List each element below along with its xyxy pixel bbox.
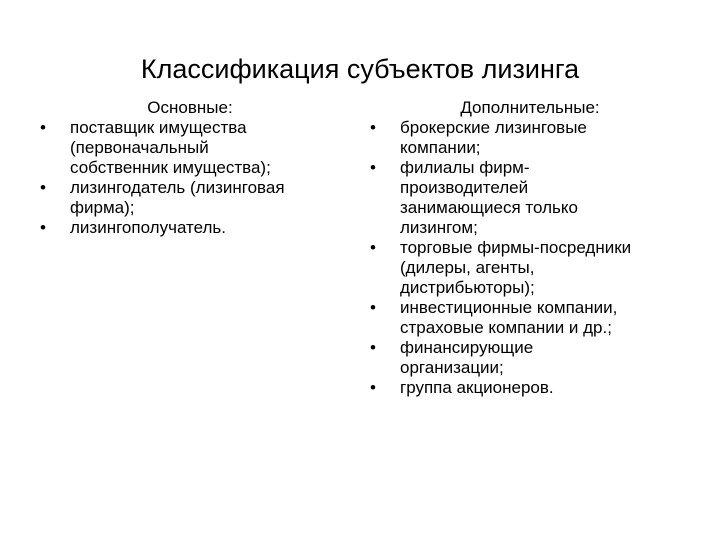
list-item-line: дистрибьюторы); xyxy=(400,278,535,297)
list-item xyxy=(40,218,340,238)
slide-title: Классификация субъектов лизинга xyxy=(140,54,580,84)
bullet-icon: • xyxy=(370,238,376,257)
heading-word: Основные xyxy=(147,98,228,117)
list-item-line: занимающиеся только xyxy=(400,198,578,217)
list-item-line: поставщик имущества xyxy=(70,118,247,137)
list-item-line: брокерские лизинговые xyxy=(400,118,587,137)
list-item-line: страховые компании и др.; xyxy=(400,318,612,337)
bullet-icon: • xyxy=(40,118,46,137)
list-item-line: собственник имущества); xyxy=(70,158,271,177)
bullet-icon: • xyxy=(370,338,376,357)
list-item xyxy=(370,118,690,158)
heading-word: Дополнительные xyxy=(460,98,595,117)
column-additional xyxy=(370,98,690,398)
list-item xyxy=(40,118,340,178)
list-item xyxy=(370,298,690,338)
list-item-line: лизингополучатель. xyxy=(70,218,227,237)
bullet-icon: • xyxy=(370,118,376,137)
heading-suffix: : xyxy=(594,98,600,117)
list-item-line: филиалы фирм- xyxy=(400,158,530,177)
list-item-line: производителей xyxy=(400,178,529,197)
list-item-line: лизингом; xyxy=(400,218,478,237)
bullet-icon: • xyxy=(370,298,376,317)
list-item xyxy=(370,158,690,238)
bullet-icon: • xyxy=(40,178,46,197)
column-heading-main xyxy=(40,98,340,118)
list-item-line: (дилеры, агенты, xyxy=(400,258,535,277)
bullet-icon: • xyxy=(370,378,376,397)
bullet-list-additional xyxy=(370,118,690,398)
list-item-line: инвестиционные компании, xyxy=(400,298,618,317)
heading-suffix: : xyxy=(227,98,233,117)
list-item-line: группа акционеров. xyxy=(400,378,554,397)
bullet-icon: • xyxy=(370,158,376,177)
bullet-icon: • xyxy=(40,218,46,237)
list-item xyxy=(370,238,690,298)
list-item xyxy=(40,178,340,218)
list-item-line: (первоначальный xyxy=(70,138,209,157)
list-item-line: торговые фирмы-посредники xyxy=(400,238,632,257)
list-item xyxy=(370,378,690,398)
column-heading-additional xyxy=(370,98,690,118)
list-item-line: финансирующие xyxy=(400,338,534,357)
list-item-line: фирма); xyxy=(70,198,135,217)
list-item-line: лизингодатель (лизинговая xyxy=(70,178,285,197)
list-item-line: организации; xyxy=(400,358,504,377)
list-item xyxy=(370,338,690,378)
bullet-list-main xyxy=(40,118,340,238)
list-item-line: компании; xyxy=(400,138,481,157)
column-main xyxy=(40,98,340,238)
